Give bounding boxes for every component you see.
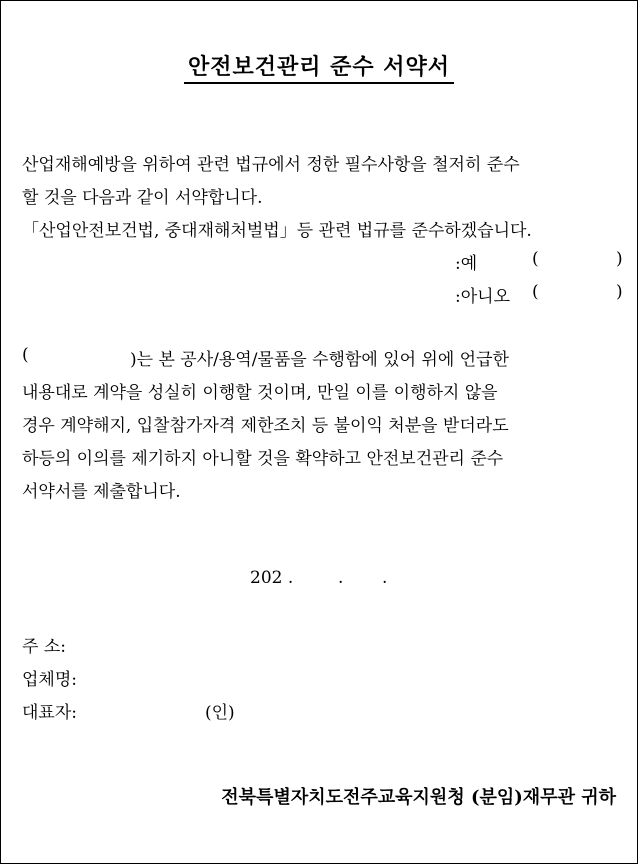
seal-mark: (인): [205, 703, 235, 723]
representative-label: 대표자:: [22, 703, 77, 723]
document-title: [0, 50, 638, 81]
pledge-text-line1: 산업재해예방을 위하여 관련 법규에서 정한 필수사항을 철저히 준수: [22, 155, 520, 175]
title-text: 안전보건관리 준수 서약서: [184, 54, 454, 84]
yes-checkbox-open[interactable]: (: [532, 249, 539, 269]
no-checkbox-open[interactable]: (: [532, 282, 539, 302]
confirmation-text-line5: 서약서를 제출합니다.: [22, 482, 181, 502]
confirmation-text-line1: )는 본 공사/용역/물품을 수행함에 있어 위에 언급한: [130, 350, 509, 370]
confirmation-text-line3: 경우 계약해지, 입찰참가자격 제한조치 등 불이익 처분을 받더라도: [22, 416, 509, 436]
pledge-text-line3: 「산업안전보건법, 중대재해처벌법」등 관련 법규를 준수하겠습니다.: [22, 221, 532, 241]
no-label: :아니오: [455, 287, 510, 307]
date-dot-day: .: [382, 568, 388, 588]
company-name-label: 업체명:: [22, 670, 77, 690]
address-label: 주 소:: [22, 637, 66, 657]
yes-label: :예: [455, 254, 478, 274]
company-blank-open: (: [22, 345, 29, 365]
yes-checkbox-close[interactable]: ): [616, 249, 623, 269]
confirmation-text-line4: 하등의 이의를 제기하지 아니할 것을 확약하고 안전보건관리 준수: [22, 449, 504, 469]
recipient-line: 전북특별자치도전주교육지원청 (분임)재무관 귀하: [221, 787, 616, 808]
date-year: 202 .: [250, 568, 294, 588]
pledge-text-line2: 할 것을 다음과 같이 서약합니다.: [22, 188, 263, 208]
no-checkbox-close[interactable]: ): [616, 282, 623, 302]
date-dot-month: .: [338, 568, 344, 588]
confirmation-text-line2: 내용대로 계약을 성실히 이행할 것이며, 만일 이를 이행하지 않을: [22, 383, 498, 403]
